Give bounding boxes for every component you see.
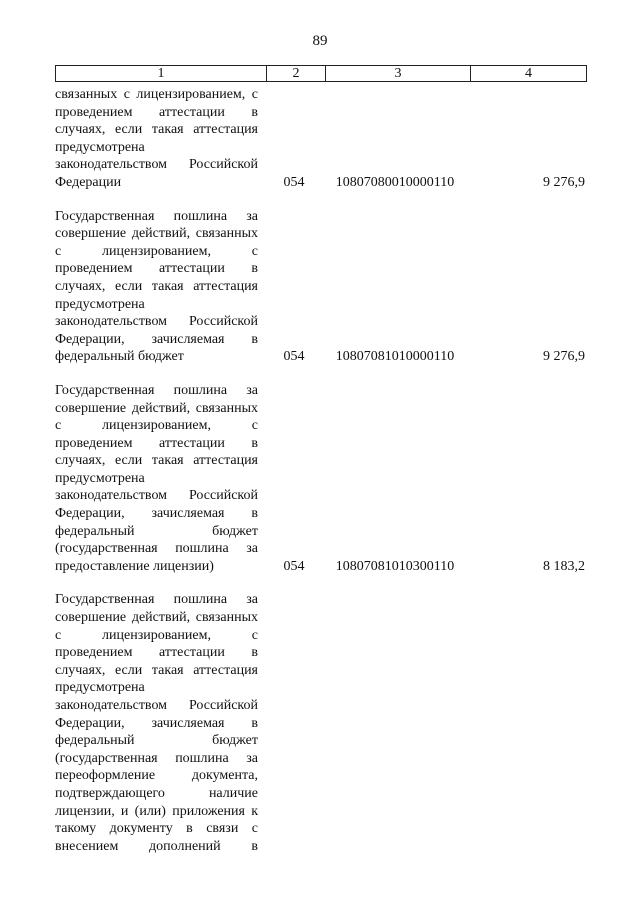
row-amount: 8 183,2 (543, 558, 585, 574)
row-description: связанных с лицензированием, с проведением аттестации в случаях, если такая аттестация предусмотрена законодательством Российской Федерации (55, 87, 258, 190)
header-col-4: 4 (525, 66, 532, 81)
table-row (55, 382, 587, 576)
table-body (55, 86, 587, 871)
row-admin-code: 054 (283, 174, 305, 190)
header-col-3: 3 (326, 66, 471, 81)
row-budget-code: 10807081010300110 (335, 558, 455, 574)
row-amount: 9 276,9 (543, 174, 585, 190)
row-admin-code: 054 (283, 558, 305, 574)
row-description: Государственная пошлина за совершение действий, связанных с лицензированием, с проведением аттестации в случаях, если такая аттестация предусмотрена законодательством Российской Федерации, зачисляемая в федеральный бюджет (55, 208, 258, 365)
table-row (55, 208, 587, 366)
header-col-2: 2 (267, 66, 326, 81)
row-budget-code: 10807081010000110 (335, 349, 455, 365)
header-col-1: 1 (56, 66, 267, 81)
row-admin-code: 054 (283, 349, 305, 365)
table-row (55, 86, 587, 192)
table-header (55, 65, 587, 82)
row-description: Государственная пошлина за совершение действий, связанных с лицензированием, с проведением аттестации в случаях, если такая аттестация предусмотрена законодательством Российской Федерации, зачисляемая в федеральный бюджет (государственная пошлина за предоставление лицензии) (55, 382, 258, 574)
page-number: 89 (312, 33, 328, 49)
row-amount: 9 276,9 (543, 349, 585, 365)
row-budget-code: 10807080010000110 (335, 174, 455, 190)
row-description: Государственная пошлина за совершение действий, связанных с лицензированием, с проведением аттестации в случаях, если такая аттестация предусмотрена законодательством Российской Федерации, зачисляемая в федеральный бюджет (государственная пошлина за переоформление документа, подтверждающего наличие лицензии, и (или) приложения к такому документу в связи с внесением дополнений в (55, 592, 258, 854)
table-row (55, 591, 587, 855)
